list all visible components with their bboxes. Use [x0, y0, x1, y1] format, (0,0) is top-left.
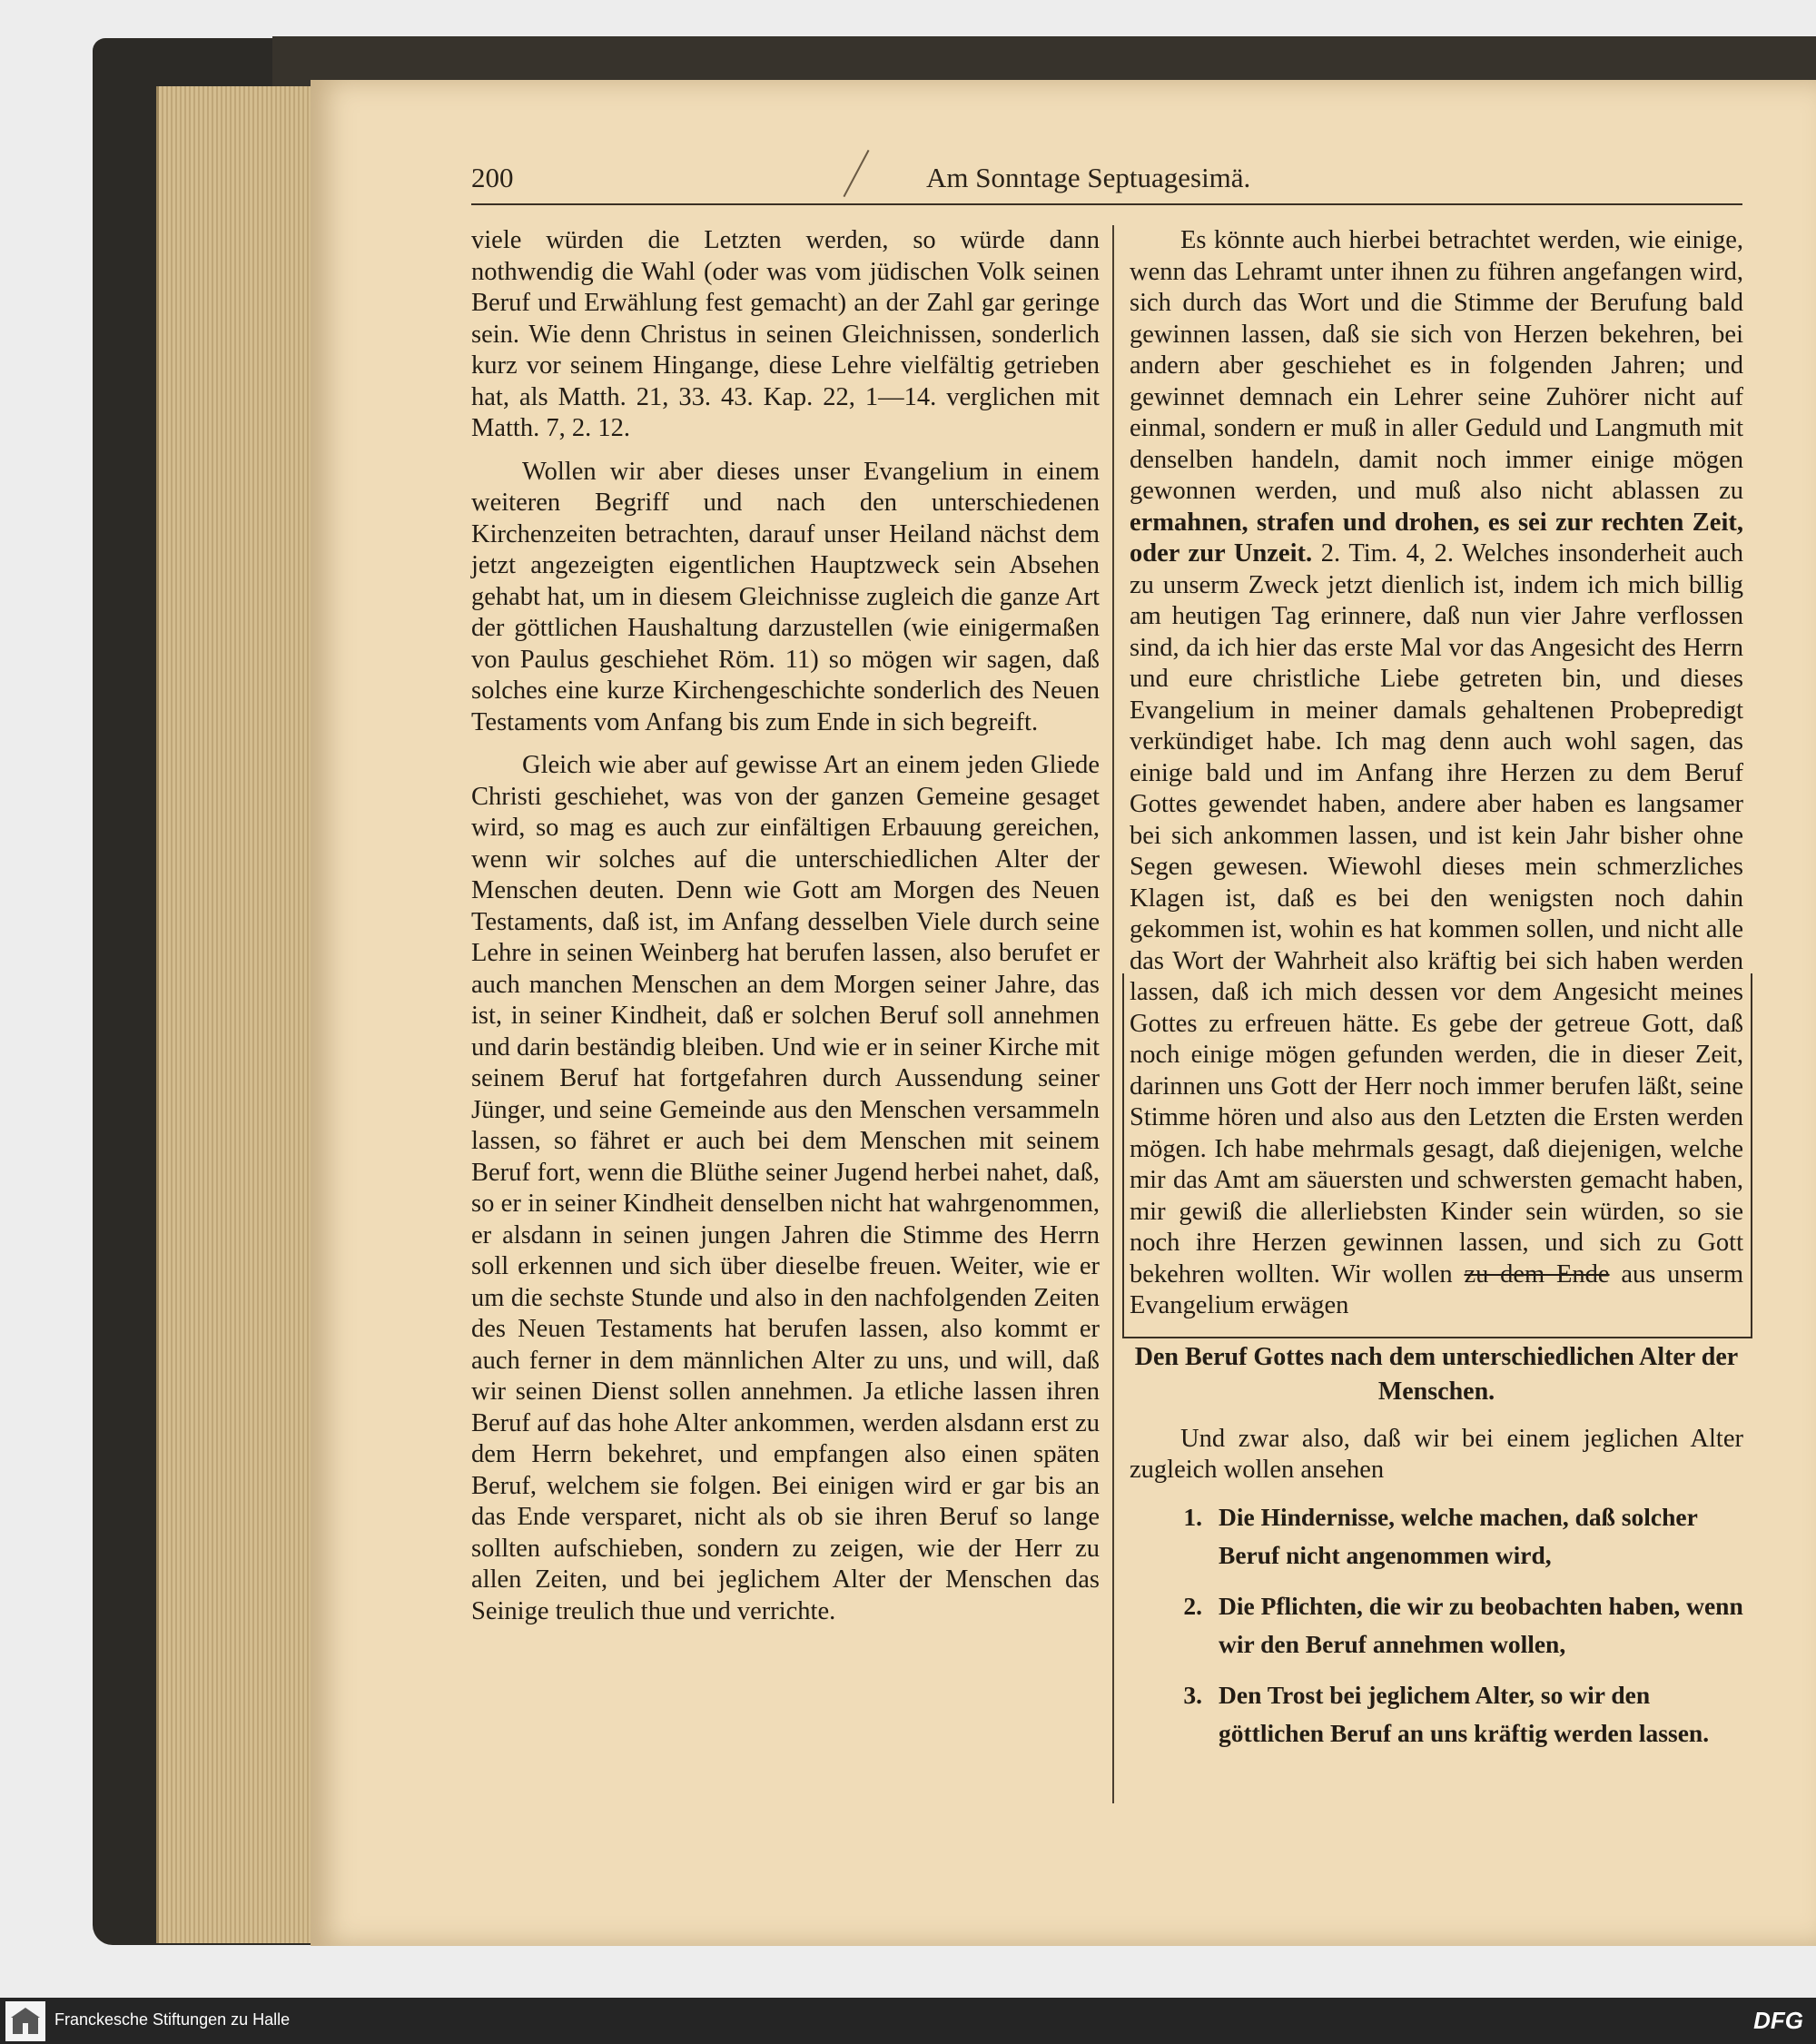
paragraph: Wollen wir aber dieses unser Evangelium in einem weiteren Begriff und nach den unterschiedenen Kirchenzeiten betrachten, darauf unser Heiland nächst dem jetzt angezeigten eigentlichen Hauptzweck sein Absehen gehabt hat, um in diesem Gleichnisse zugleich die ganze Art der göttlichen Haushaltung darzustellen (wie einigermaßen von Paulus geschiehet Röm. 11) so mögen wir sagen, daß solches eine kurze Kirchengeschichte sonderlich des Neuen Testaments vom Anfang bis zum Ende in sich begreift. — [471, 457, 1100, 736]
dfg-logo: DFG — [1753, 2007, 1803, 2034]
text-run: Es könnte auch hierbei betrachtet werden, wie einige, wenn das Lehramt unter ihnen zu führen angefangen wird, sich durch das Wort und die Stimme der Berufung bald gewinnen lassen, daß sie sich von Herzen bekehren, bei andern aber geschiehet es in folgenden Jahren; und gewinnet demnach ein Lehrer seine Zuhörer nicht auf einmal, sondern er muß in aller Geduld und Langmuth mit denselben handeln, damit noch immer einige mögen gewonnen werden, und muß also nicht ablassen zu — [1130, 226, 1743, 505]
building-icon — [9, 2005, 42, 2038]
list-item — [1130, 1498, 1743, 1575]
list-text: Die Pflichten, die wir zu beobachten haben, wenn wir den Beruf annehmen wollen, — [1219, 1591, 1743, 1658]
list-number: 1. — [1183, 1502, 1202, 1531]
enumeration — [1130, 1498, 1743, 1753]
bold-citation: ermahnen, strafen und drohen, es sei zur rechten Zeit, oder zur Unzeit. — [1130, 508, 1743, 568]
institution-logo[interactable] — [5, 2001, 45, 2041]
institution-name: Franckesche Stiftungen zu Halle — [54, 2010, 291, 2029]
handwritten-insert: Wir wollen — [1331, 1259, 1453, 1289]
list-number: 2. — [1183, 1591, 1202, 1620]
page-number: 200 — [471, 162, 514, 193]
text-run: 2. Tim. 4, 2. Welches insonderheit auch zu unserm Zweck jetzt dienlich ist, indem ich mich billig am heutigen Tag erinnere, daß nun vier Jahre verflossen sind, da ich hier das erste Mal vor das Angesicht des Herrn und eure christliche Liebe getreten bin, und dieses Evangelium in meiner damals gehaltenen Probepredigt verkündiget habe. Ich mag denn auch wohl sagen, das einige bald und im Anfang ihre Herzen zu dem Beruf Gottes gewendet haben, andere aber haben es langsamer bei sich ankommen lassen, und ist kein Jahr bisher ohne Segen gewesen. Wiewohl dieses mein schmerzliches Klagen ist, daß es bei den wenigsten noch dahin gekommen ist, wohin es hat kommen sollen, und nicht alle das Wort der Wahrheit also kräftig bei sich haben werden lassen, daß ich mich dessen vor dem Angesicht meines Gottes zu erfreuen hätte. Es gebe der getreue Gott, daß noch einige mögen gefunden werden, die in dieser Zeit, darinnen uns Gott der Herr noch immer berufen läßt, seine Stimme hören und also aus den Letzten die Ersten werden mögen. Ich habe mehrmals gesagt, daß diejenigen, welche mir das Amt am säuersten und schwersten gemacht haben, mir gewiß die allerliebsten Kinder sein würden, so sie noch ihre Herzen gewinnen lassen, und sich zu Gott bekehren wollten. — [1130, 539, 1744, 1289]
paragraph: viele würden die Letzten werden, so würde dann nothwendig die Wahl (oder was vom jüdischen Volk seinen Beruf und Erwählung fest gemacht) an der Zahl gar geringe sein. Wie denn Christus in seinen Gleichnissen, sonderlich kurz vor seinem Hingange, diese Lehre vielfältig getrieben hat, als Matth. 21, 33. 43. Kap. 22, 1—14. verglichen mit Matth. 7, 2. 12. — [471, 226, 1100, 442]
header-rule — [471, 203, 1742, 205]
list-number: 3. — [1183, 1680, 1202, 1709]
paragraph — [1130, 225, 1743, 1322]
running-title: Am Sonntage Septuagesimä. — [926, 162, 1251, 193]
right-column — [1130, 225, 1743, 1765]
section-heading: Den Beruf Gottes nach dem unterschiedlichen Alter der Menschen. — [1134, 1342, 1739, 1406]
list-text: Die Hindernisse, welche machen, daß solcher Beruf nicht angenommen wird, — [1219, 1502, 1698, 1569]
page-edges — [156, 86, 318, 1943]
column-rule — [1112, 225, 1114, 1803]
list-item — [1130, 1587, 1743, 1664]
left-column — [471, 225, 1100, 1639]
viewer-footer — [0, 1998, 1816, 2044]
list-text: Den Trost bei jeglichem Alter, so wir den göttlichen Beruf an uns kräftig werden lassen. — [1219, 1680, 1710, 1747]
handwritten-insert: aus unserm Evangelium erwägen — [1130, 1259, 1744, 1319]
paragraph: Gleich wie aber auf gewisse Art an einem jeden Gliede Christi geschiehet, was von der ganzen Gemeine gesaget wird, so mag es auch zur einfältigen Erbauung gereichen, wenn wir solches auf die unterschiedlichen Alter der Menschen deuten. Denn wie Gott am Morgen des Neuen Testaments, daß ist, im Anfang desselben Viele durch seine Lehre in seinen Weinberg hat berufen lassen, also berufet er auch manchen Menschen an dem Morgen seiner Jahre, das ist, in seiner Kindheit, daß er solchen Beruf soll annehmen und darin beständig bleiben. Und wie er in seiner Kirche mit seinem Beruf hat fortgefahren durch Aussendung seiner Jünger, und seine Gemeinde aus den Menschen versammeln lassen, so fähret er auch bei dem Menschen mit seinem Beruf fort, wenn die Blüthe seiner Jugend herbei nahet, daß, so er in seiner Kindheit denselben nicht hat wahrgenommen, er alsdann in seinen jungen Jahren die Stimme des Herrn soll erkennen und sich über dieselbe freuen. Weiter, wie er um die sechste Stunde und also in den nachfolgenden Zeiten des Neuen Testaments hat berufen lassen, also kommt er auch ferner in dem männlichen Alter zu uns, und will, daß wir seinen Dienst sollen annehmen. Ja etliche lassen ihren Beruf auf das hohe Alter ankommen, werden alsdann erst zu dem Herrn bekehret, und empfangen also einen späten Beruf, welchem sie folgen. Bei einigen wird er gar bis an das Ende versparet, nicht als ob sie ihren Beruf so lange sollten aufschieben, sondern zu zeigen, wie der Herr zu allen Zeiten, und bei jeglichem Alter der Menschen das Seinige treulich thue und verrichte. — [471, 751, 1100, 1625]
struck-text: zu dem Ende — [1464, 1259, 1610, 1289]
paragraph: Und zwar also, daß wir bei einem jeglichen Alter zugleich wollen ansehen — [1130, 1424, 1743, 1484]
list-item — [1130, 1676, 1743, 1753]
